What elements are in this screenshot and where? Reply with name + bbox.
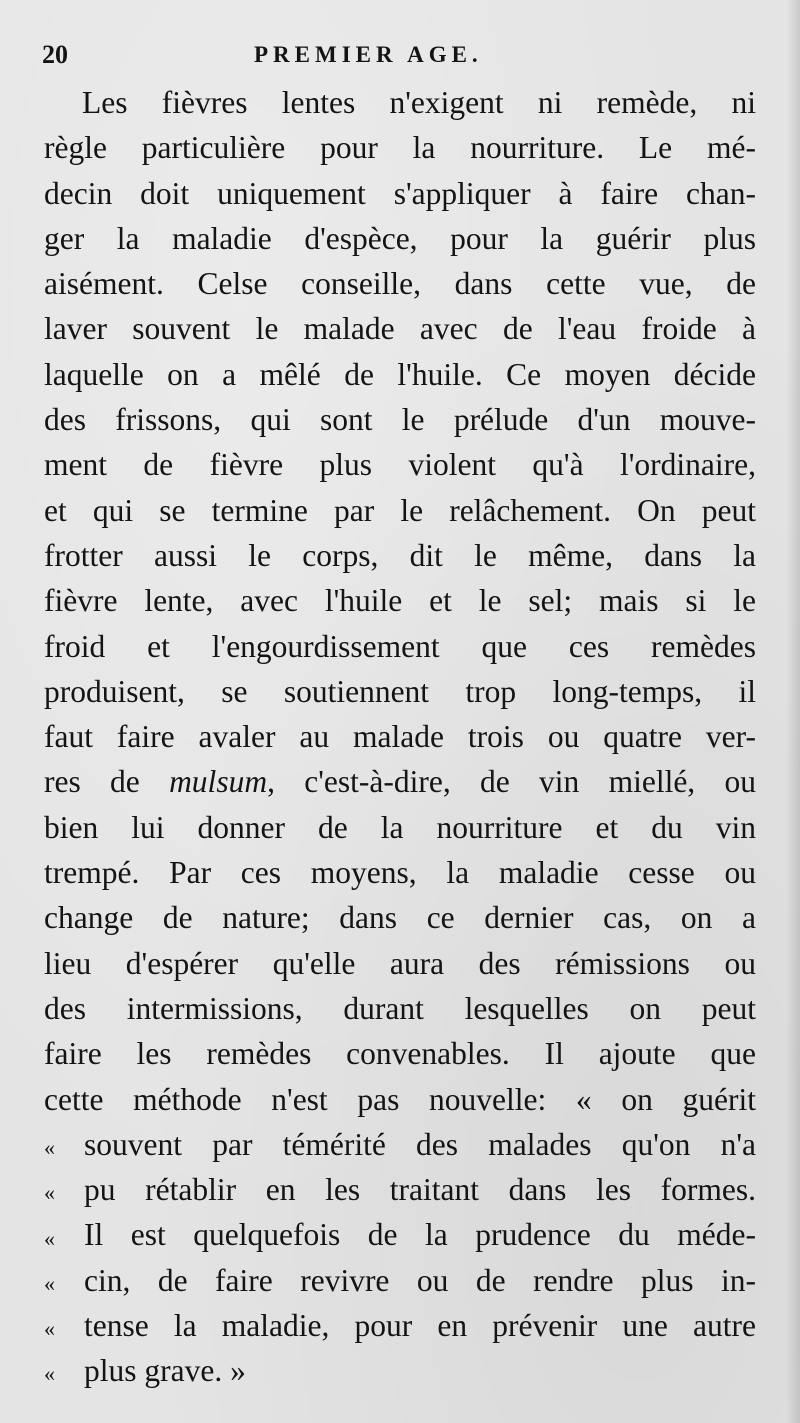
text-line: faire les remèdes convenables. Il ajoute que [44,1036,756,1072]
text-line: ment de fièvre plus violent qu'à l'ordinaire, [44,447,756,483]
quote-line [44,1122,756,1167]
quote-text: cin, de faire revivre ou de rendre plus in- [84,1262,756,1298]
text-line: aisément. Celse conseille, dans cette vue, de [44,266,756,302]
quote-text: souvent par témérité des malades qu'on n'a [84,1126,756,1162]
body-text [44,80,756,1394]
page-edge-shadow [786,0,800,1423]
text-line: des intermissions, durant lesquelles on peut [44,990,756,1026]
text-line-mulsum [44,759,756,804]
page-number: 20 [42,40,68,69]
text-line: faut faire avaler au malade trois ou quatre ver- [44,719,756,755]
text-line: produisent, se soutiennent trop long-temps, il [44,673,756,709]
text-line: frotter aussi le corps, dit le même, dans la [44,537,756,573]
quote-line [44,1348,756,1393]
text-line: règle particulière pour la nourriture. Le mé- [44,130,756,166]
quote-line [44,1212,756,1257]
text-line: decin doit uniquement s'appliquer à faire chan- [44,175,756,211]
quote-mark: « [44,1134,55,1160]
quote-line [44,1303,756,1348]
quote-mark: « [44,1180,55,1206]
text-line: ger la maladie d'espèce, pour la guérir plus [44,220,756,256]
text-line: laquelle on a mêlé de l'huile. Ce moyen décide [44,356,756,392]
quote-mark: « [44,1316,55,1342]
quote-mark: « [44,1225,55,1251]
text-line: bien lui donner de la nourriture et du vin [44,809,756,845]
quote-text: tense la maladie, pour en prévenir une autre [84,1308,756,1344]
quote-mark: « [44,1270,55,1296]
text-line: fièvre lente, avec l'huile et le sel; mais si le [44,583,756,619]
text-line: lieu d'espérer qu'elle aura des rémissions ou [44,945,756,981]
page-header [42,36,762,76]
quote-text: Il est quelquefois de la prudence du méde- [84,1217,756,1253]
quote-mark: « [44,1361,55,1387]
text-line: Les fièvres lentes n'exigent ni remède, ni [82,85,756,120]
text-line: froid et l'engourdissement que ces remèdes [44,628,756,664]
quote-line [44,1167,756,1212]
text-line: trempé. Par ces moyens, la maladie cesse ou [44,855,756,891]
running-head: PREMIER AGE. [254,42,483,67]
text-line: cette méthode n'est pas nouvelle: « on guérit [44,1081,756,1117]
text-line: et qui se termine par le relâchement. On peut [44,492,756,528]
text-line: laver souvent le malade avec de l'eau froide à [44,311,756,347]
text-segment: , c'est-à-dire, de vin miellé, ou [267,764,756,800]
quote-line [44,1258,756,1303]
text-line: des frissons, qui sont le prélude d'un mouve- [44,402,756,438]
text-line: change de nature; dans ce dernier cas, on a [44,900,756,936]
quote-text: pu rétablir en les traitant dans les formes. [84,1172,756,1208]
quote-text: plus grave. » [84,1353,246,1389]
text-segment: res de [44,764,170,800]
italic-term: mulsum [169,764,268,800]
